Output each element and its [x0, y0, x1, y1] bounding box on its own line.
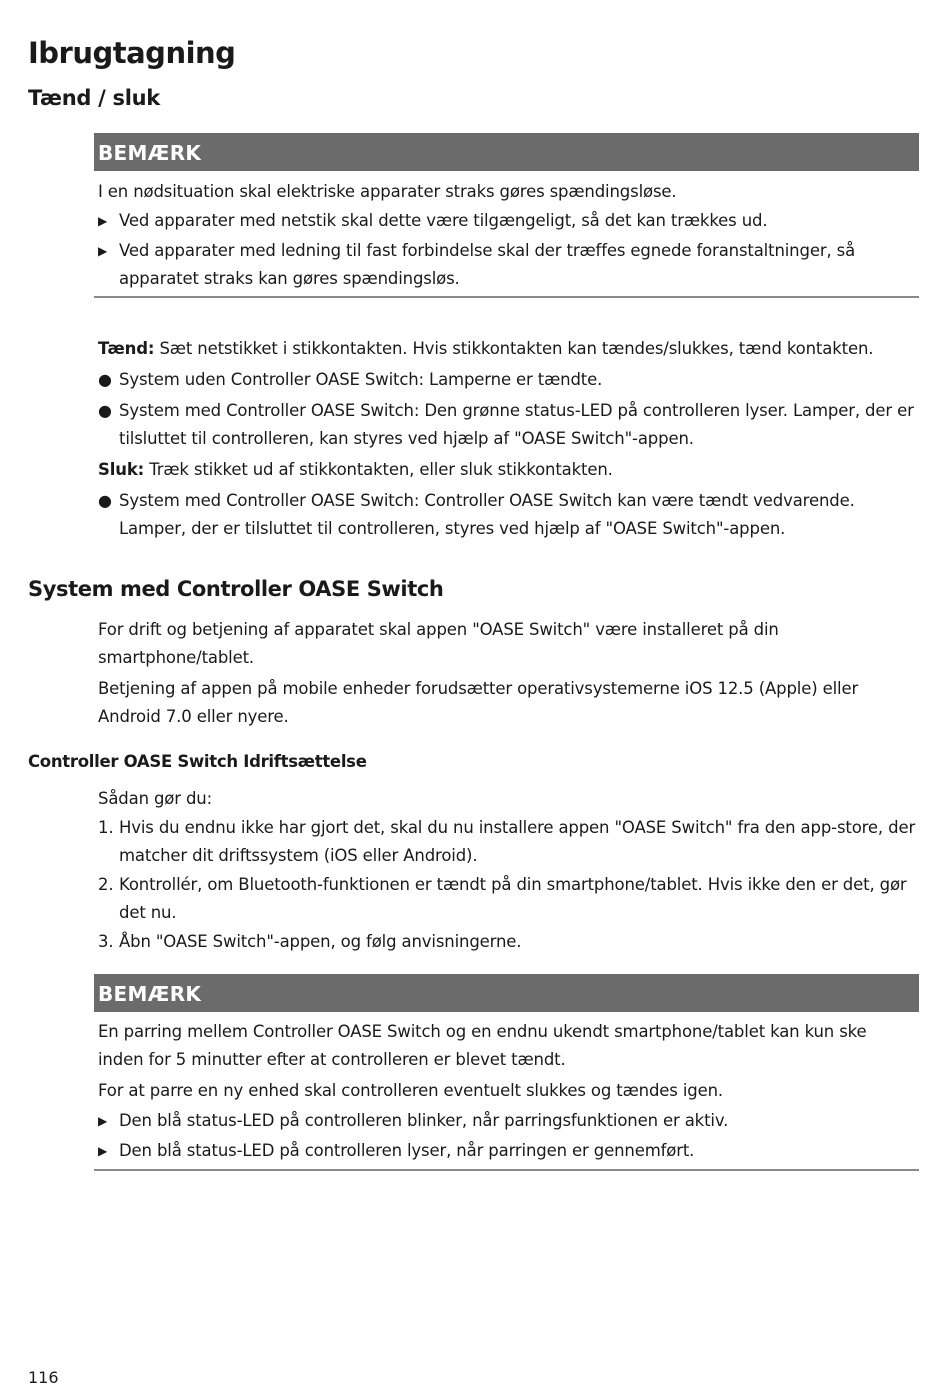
- arrow-icon: ▶: [98, 1144, 108, 1158]
- note-intro: I en nødsituation skal elektriske apparater straks gøres spændingsløse.: [98, 182, 677, 201]
- bullet-icon: ●: [98, 370, 112, 389]
- paragraph: Betjening af appen på mobile enheder forudsætter operativsystemerne iOS 12.5 (Apple) eller Android 7.0 eller nyere.: [98, 679, 859, 726]
- note-paragraph: For at parre en ny enhed skal controlleren eventuelt slukkes og tændes igen.: [98, 1081, 723, 1100]
- bullet-icon: ●: [98, 491, 112, 510]
- step-number: 2.: [98, 875, 114, 894]
- step-number: 1.: [98, 818, 114, 837]
- section-heading-setup: Controller OASE Switch Idriftsættelse: [28, 752, 367, 771]
- list-item: ● System uden Controller OASE Switch: Lamperne er tændte.: [98, 366, 916, 394]
- note-item: ▶ Den blå status-LED på controlleren lyser, når parringen er gennemført.: [98, 1137, 916, 1165]
- note-divider: [94, 296, 919, 298]
- note-item: ▶ Ved apparater med netstik skal dette være tilgængeligt, så det kan trækkes ud.: [98, 207, 916, 235]
- page-number: 116: [28, 1368, 59, 1387]
- on-label: Tænd:: [98, 339, 155, 358]
- list-item: ● System med Controller OASE Switch: Den grønne status-LED på controlleren lyser. Lamper, der er tilsluttet til controlleren, kan styres ved hjælp af "OASE Switch"-appen.: [98, 397, 916, 453]
- off-label: Sluk:: [98, 460, 145, 479]
- note-paragraph: En parring mellem Controller OASE Switch og en endnu ukendt smartphone/tablet kan kun ske inden for 5 minutter efter at controlleren er blevet tændt.: [98, 1022, 867, 1069]
- step-item: 2. Kontrollér, om Bluetooth-funktionen er tændt på din smartphone/tablet. Hvis ikke den er det, gør det nu.: [98, 871, 916, 927]
- section-heading-on-off: Tænd / sluk: [28, 86, 160, 110]
- note-item: ▶ Den blå status-LED på controlleren blinker, når parringsfunktionen er aktiv.: [98, 1107, 916, 1135]
- on-text: Sæt netstikket i stikkontakten. Hvis stikkontakten kan tændes/slukkes, tænd kontakten.: [159, 339, 874, 358]
- step-number: 3.: [98, 932, 114, 951]
- list-item: ● System med Controller OASE Switch: Controller OASE Switch kan være tændt vedvarende. Lamper, der er tilsluttet til controlleren, styres ved hjælp af "OASE Switch"-appen.: [98, 487, 916, 543]
- arrow-icon: ▶: [98, 1114, 108, 1128]
- section-heading-system: System med Controller OASE Switch: [28, 577, 444, 601]
- arrow-icon: ▶: [98, 244, 108, 258]
- paragraph: For drift og betjening af apparatet skal appen "OASE Switch" være installeret på din smartphone/tablet.: [98, 620, 779, 667]
- on-instruction: [98, 335, 916, 363]
- off-text: Træk stikket ud af stikkontakten, eller sluk stikkontakten.: [149, 460, 613, 479]
- steps-intro: Sådan gør du:: [98, 789, 213, 808]
- arrow-icon: ▶: [98, 214, 108, 228]
- note-header: BEMÆRK: [94, 974, 919, 1012]
- step-item: 3. Åbn "OASE Switch"-appen, og følg anvisningerne.: [98, 928, 916, 956]
- note-header: BEMÆRK: [94, 133, 919, 171]
- bullet-icon: ●: [98, 401, 112, 420]
- note-divider: [94, 1169, 919, 1171]
- step-item: 1. Hvis du endnu ikke har gjort det, skal du nu installere appen "OASE Switch" fra den app-store, der matcher dit driftssystem (iOS eller Android).: [98, 814, 916, 870]
- off-instruction: [98, 456, 916, 484]
- note-item: ▶ Ved apparater med ledning til fast forbindelse skal der træffes egnede foranstaltninger, så apparatet straks kan gøres spændingsløs.: [98, 237, 916, 293]
- page-title: Ibrugtagning: [28, 36, 236, 70]
